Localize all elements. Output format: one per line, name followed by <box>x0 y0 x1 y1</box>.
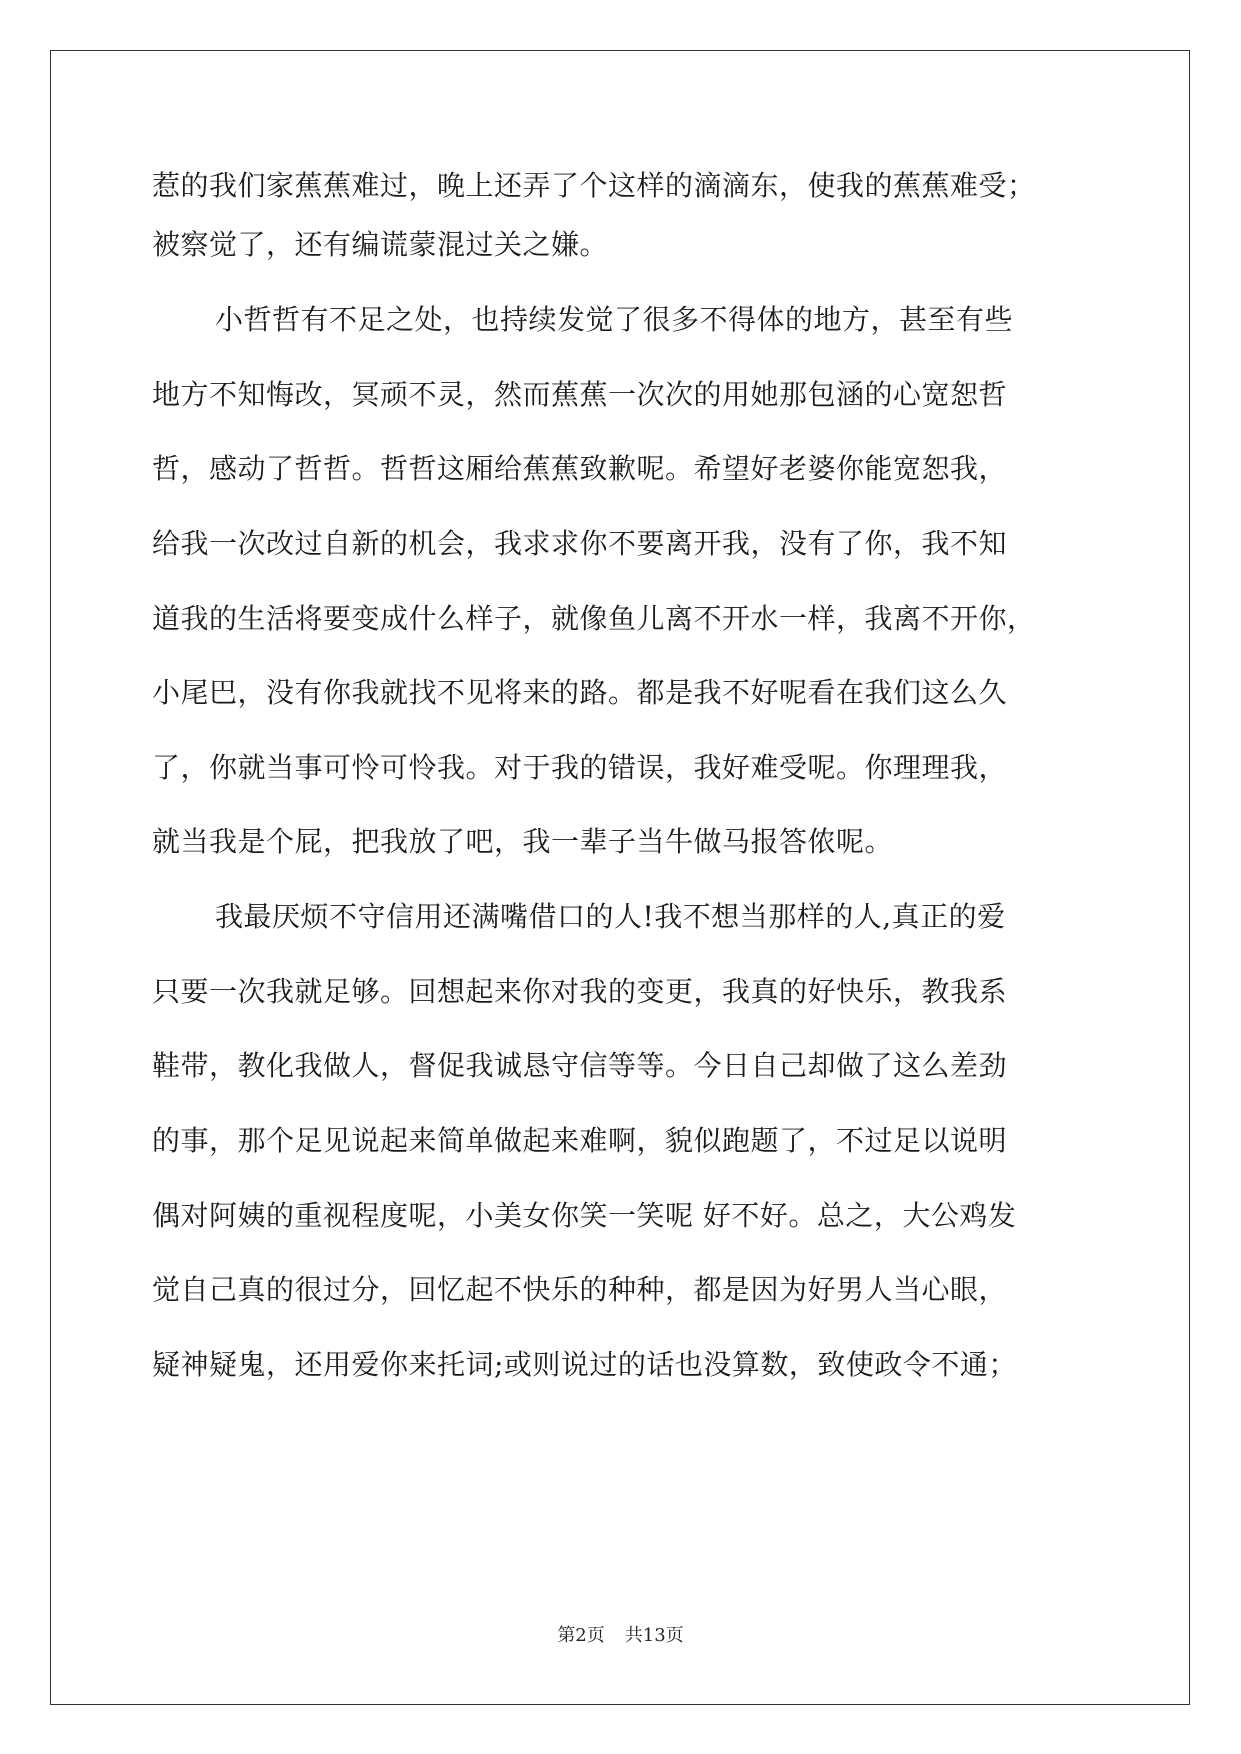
paragraph-first-line: 小哲哲有不足之处，也持续发觉了很多不得体的地方，甚至有些 <box>215 303 1014 336</box>
text-line: 道我的生活将要变成什么样子，就像鱼儿离不开水一样，我离不开你， <box>152 602 1036 635</box>
page-total: 共13页 <box>624 1625 684 1646</box>
text-line: 给我一次改过自新的机会，我求求你不要离开我，没有了你，我不知 <box>152 527 1008 560</box>
page-number: 第2页 <box>557 1625 605 1646</box>
paragraph-first-line: 我最厌烦不守信用还满嘴借口的人!我不想当那样的人,真正的爱 <box>215 900 1006 933</box>
text-line: 的事，那个足见说起来简单做起来难啊，貌似跑题了，不过足以说明 <box>152 1124 1008 1157</box>
text-line: 偶对阿姨的重视程度呢，小美女你笑一笑呢 好不好。总之，大公鸡发 <box>152 1199 1017 1232</box>
text-line: 觉自己真的很过分，回忆起不快乐的种种，都是因为好男人当心眼， <box>152 1273 1008 1306</box>
text-line: 了，你就当事可怜可怜我。对于我的错误，我好难受呢。你理理我， <box>152 751 1008 784</box>
text-line: 小尾巴，没有你我就找不见将来的路。都是我不好呢看在我们这么久 <box>152 676 1008 709</box>
text-line: 只要一次我就足够。回想起来你对我的变更，我真的好快乐，教我系 <box>152 975 1008 1008</box>
page-border <box>50 50 1190 1705</box>
text-line: 被察觉了，还有编谎蒙混过关之嫌。 <box>152 228 609 261</box>
text-line: 惹的我们家蕉蕉难过，晚上还弄了个这样的滴滴东，使我的蕉蕉难受； <box>152 169 1036 202</box>
text-line: 疑神疑鬼，还用爱你来托词;或则说过的话也没算数，致使政令不通； <box>152 1348 1017 1381</box>
text-line: 就当我是个屁，把我放了吧，我一辈子当牛做马报答侬呢。 <box>152 825 894 858</box>
text-line: 鞋带，教化我做人，督促我诚恳守信等等。今日自己却做了这么差劲 <box>152 1049 1008 1082</box>
text-line: 哲，感动了哲哲。哲哲这厢给蕉蕉致歉呢。希望好老婆你能宽恕我， <box>152 452 1008 485</box>
page-footer <box>0 1624 1241 1648</box>
text-line: 地方不知悔改，冥顽不灵，然而蕉蕉一次次的用她那包涵的心宽恕哲 <box>152 378 1008 411</box>
